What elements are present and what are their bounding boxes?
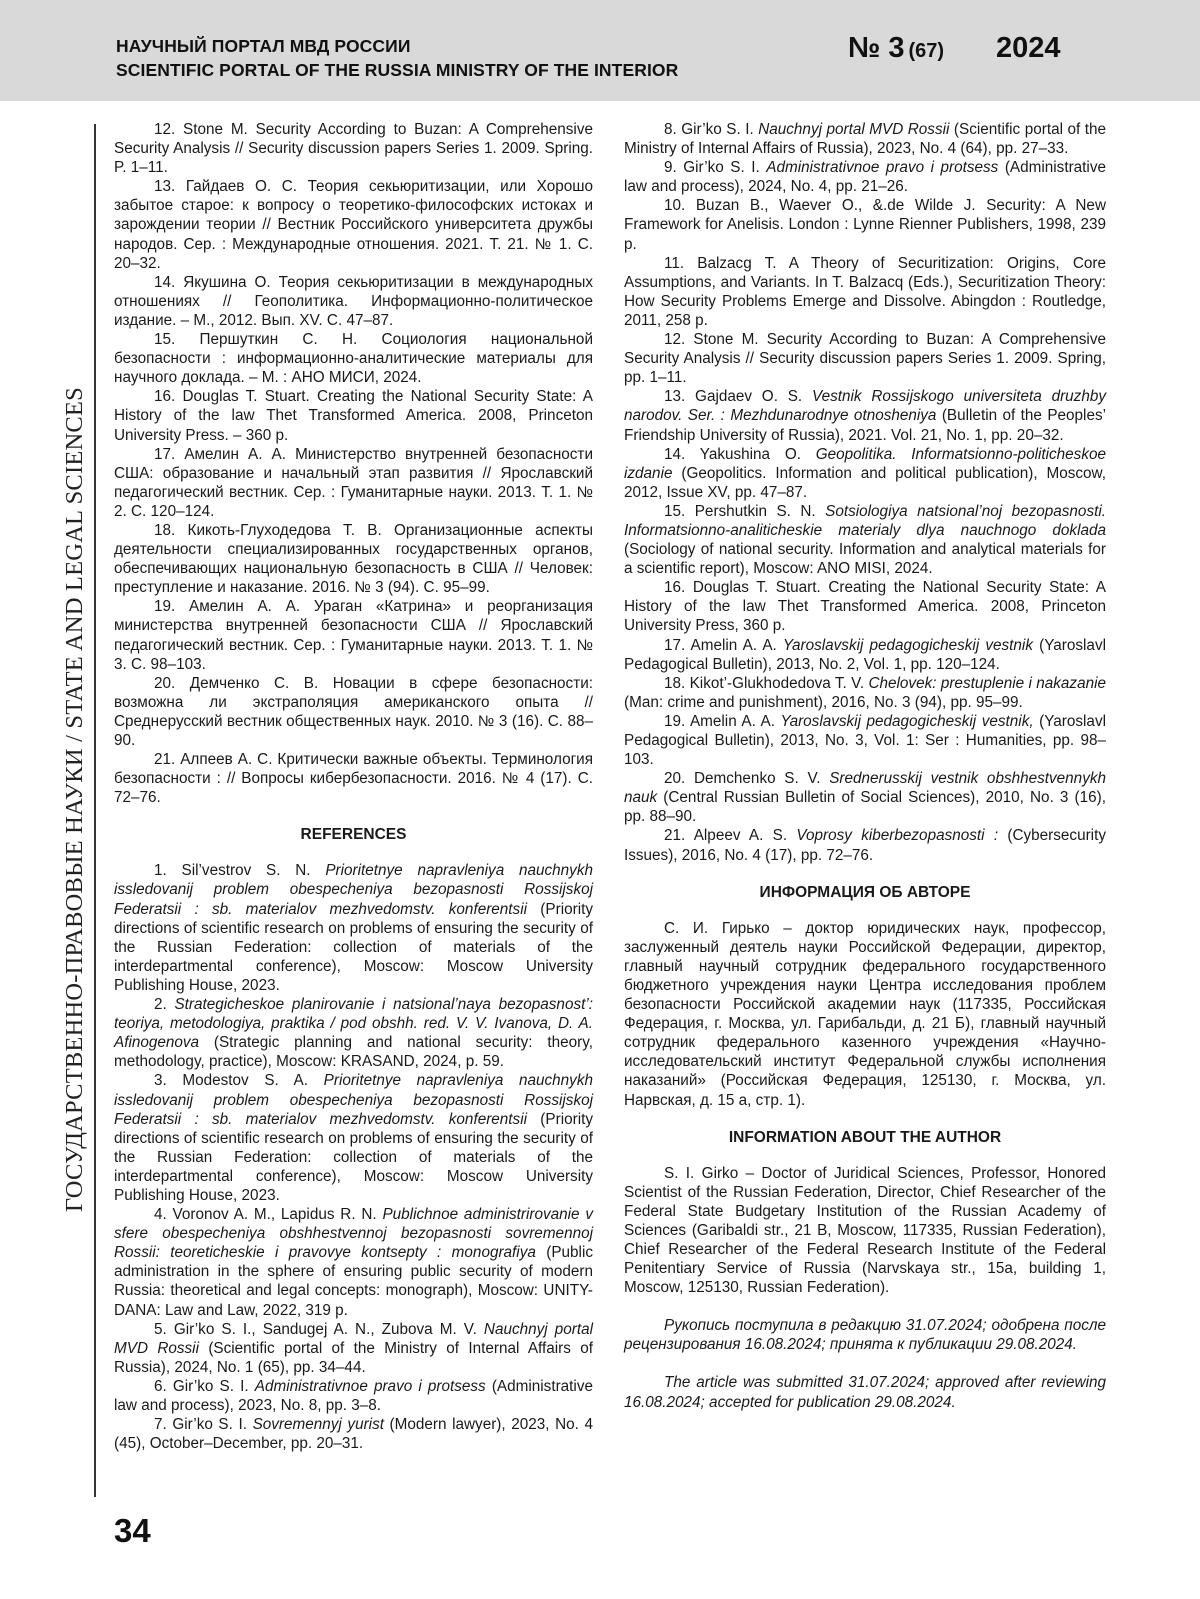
reference-item xyxy=(624,196,1106,253)
received-note-ru: Рукопись поступила в редакцию 31.07.2024; одобрена после рецензирования 16.08.2024; принята к публикации 29.08.2024. xyxy=(624,1317,1106,1354)
page-header xyxy=(0,0,1200,101)
reference-item xyxy=(624,769,1106,826)
reference-title: Publichnoe administrirovanie v sfere obespecheniya obshhestvennoj bezopasnosti sovremennoj Rossii: teoreticheskie i pravovye kontsepty : monografiya xyxy=(114,1206,593,1262)
reference-text: 6. Gir’ko S. I. xyxy=(154,1377,255,1395)
journal-title-ru: НАУЧНЫЙ ПОРТАЛ МВД РОССИИ xyxy=(116,36,411,56)
references-en-list-continued xyxy=(624,120,1106,865)
reference-item xyxy=(114,1071,593,1205)
page-number: 34 xyxy=(114,1512,151,1549)
reference-title: Voprosy kiberbezopasnosti : xyxy=(796,827,999,845)
reference-title: Administrativnoe pravo i protsess xyxy=(254,1377,486,1395)
side-divider xyxy=(94,124,96,1497)
reference-text: 19. Amelin A. A. xyxy=(664,712,781,730)
journal-title-en: SCIENTIFIC PORTAL OF THE RUSSIA MINISTRY OF THE INTERIOR xyxy=(116,60,679,80)
reference-item: 14. Якушина О. Теория секьюритизации в международных отношениях // Геополитика. Информационно-политическое издание. – М., 2012. Вып. XV. С. 47–87. xyxy=(114,273,593,329)
references-en-list xyxy=(114,861,593,1453)
reference-text: 9. Gir’ko S. I. xyxy=(664,159,767,177)
reference-title: Srednerusskij vestnik obshhestvennykh nauk xyxy=(624,770,1106,807)
reference-item: 17. Амелин А. А. Министерство внутренней безопасности США: образование и начальный этап развития // Ярославский педагогический вестник. Сер. : Гуманитарные науки. 2013. Т. 1. № 2. С. 120–124. xyxy=(114,445,593,520)
reference-title: Vestnik Rossijskogo universiteta druzhby narodov. Ser. : Mezhdunarodnye otnosheniya xyxy=(624,388,1106,425)
left-column xyxy=(114,120,593,1453)
reference-text: (Modern lawyer), 2023, No. 4 (45), October–December, pp. 20–31. xyxy=(114,1416,593,1453)
reference-text: (Cybersecurity Issues), 2016, No. 4 (17), pp. 72–76. xyxy=(624,827,1106,864)
reference-title: Chelovek: prestuplenie i nakazanie xyxy=(868,674,1106,692)
reference-text: (Priority directions of scientific research on problems of ensuring the security of the Russian Federation: collection of materials of the interdepartmental conference), Moscow: Moscow University Publishing House, 2023. xyxy=(114,1110,593,1204)
reference-text: (Bulletin of the Peoples’ Friendship University of Russia), 2021. Vol. 21, No. 1, pp. 20–32. xyxy=(624,407,1106,444)
reference-item xyxy=(624,387,1106,444)
reference-title: Nauchnyj portal MVD Rossii xyxy=(758,121,950,138)
reference-item: 13. Гайдаев О. С. Теория секьюритизации, или Хорошо забытое старое: к вопросу о теоретико-философских истоках и зарождении теории // Вестник Российского университета дружбы народов. Сер. : Международные отношения. 2021. Т. 21. № 1. С. 20–32. xyxy=(114,178,593,272)
reference-item xyxy=(624,330,1106,387)
reference-item xyxy=(114,1205,593,1320)
reference-item xyxy=(114,861,593,995)
side-section-title: ГОСУДАРСТВЕННО-ПРАВОВЫЕ НАУКИ / STATE AND LEGAL SCIENCES xyxy=(61,387,88,1212)
reference-title: Prioritetnye napravleniya nauchnykh issledovanij problem obespecheniya bezopasnosti Rossijskoj Federatsii : sb. materialov mezhvedomstv. konferentsii xyxy=(114,862,593,918)
reference-text: 2. xyxy=(154,996,175,1014)
reference-title: Sotsiologiya natsional’noj bezopasnosti. Informatsionno-analiticheskie materialy dlya nauchnogo doklada xyxy=(624,502,1106,539)
reference-title: Administrativnoe pravo i protsess xyxy=(766,159,999,177)
reference-item xyxy=(624,445,1106,502)
right-column xyxy=(624,120,1106,1412)
issue-sub: (67) xyxy=(908,40,945,62)
reference-text: (Scientific portal of the Ministry of Internal Affairs of Russia), 2023, No. 4 (64), pp. 27–33. xyxy=(624,121,1106,158)
reference-item xyxy=(624,158,1106,196)
reference-title: Geopolitika. Informatsionno-politicheskoe izdanie xyxy=(624,445,1106,482)
reference-text: (Yaroslavl Pedagogical Bulletin), 2013, No. 2, Vol. 1, pp. 120–124. xyxy=(624,636,1106,673)
issue-number xyxy=(848,32,944,65)
reference-text: 12. Stone M. Security According to Buzan: A Comprehensive Security Analysis // Security discussion papers Series 1. 2009. Spring, pp. 1–11. xyxy=(624,331,1106,387)
reference-item xyxy=(624,712,1106,769)
reference-text: 7. Gir’ko S. I. xyxy=(154,1416,253,1434)
reference-text: 5. Gir’ko S. I., Sandugej A. N., Zubova M. V. xyxy=(154,1320,484,1338)
reference-item xyxy=(624,120,1106,158)
author-info-en: S. I. Girko – Doctor of Juridical Sciences, Professor, Honored Scientist of the Russian Federation, Director, Chief Researcher of the Federal State Budgetary Institution of the Russian Academy of Sciences (Garibaldi str., 21 B, Moscow, 117335, Russian Federation), Chief Researcher of the Federal Research Institute of the Federal Penitentiary Service of Russia (Narvskaya str., 15a, building 1, Moscow, 125130, Russian Federation). xyxy=(624,1164,1106,1297)
reference-text: (Strategic planning and national security: theory, methodology, practice), Moscow: KRASAND, 2024, p. 59. xyxy=(114,1034,593,1071)
reference-title: Yaroslavskij pedagogicheskij vestnik xyxy=(782,636,1033,654)
reference-title: Yaroslavskij pedagogicheskij vestnik, xyxy=(780,712,1034,730)
reference-title: Prioritetnye napravleniya nauchnykh issledovanij problem obespecheniya bezopasnosti Rossijskoj Federatsii : sb. materialov mezhvedomstv. konferentsii xyxy=(114,1072,593,1128)
reference-item xyxy=(114,1377,593,1415)
reference-text: (Priority directions of scientific research on problems of ensuring the security of the Russian Federation: collection of materials of the interdepartmental conference), Moscow: Moscow University Publishing House, 2023. xyxy=(114,900,593,994)
author-info-ru: С. И. Гирько – доктор юридических наук, профессор, заслуженный деятель науки Российской Федерации, директор, главный научный сотрудник федерального государственного бюджетного учреждения науки Центра исследования проблем безопасности Российской академии наук (117335, Российская Федерация, г. Москва, ул. Гарибальди, д. 21 Б), главный научный сотрудник федерального казенного учреждения «Научно-исследовательский институт Федеральной службы исполнения наказаний» (Российская Федерация, 125130, г. Москва, ул. Нарвская, д. 15 а, стр. 1). xyxy=(624,919,1106,1109)
references-heading: REFERENCES xyxy=(300,826,407,844)
reference-text: (Scientific portal of the Ministry of Internal Affairs of Russia), 2024, No. 1 (65), pp. 34–44. xyxy=(114,1339,594,1376)
issue-no: № 3 xyxy=(848,32,905,64)
reference-text: 13. Gajdaev O. S. xyxy=(664,388,812,406)
reference-text: (Geopolitics. Information and political publication), Moscow, 2012, Issue XV, pp. 47–87. xyxy=(624,464,1106,501)
issue-year: 2024 xyxy=(996,32,1061,64)
reference-text: 4. Voronov A. M., Lapidus R. N. xyxy=(154,1206,383,1224)
reference-item xyxy=(624,254,1106,330)
reference-item xyxy=(624,674,1106,712)
reference-text: (Central Russian Bulletin of Social Sciences), 2010, No. 3 (16), pp. 88–90. xyxy=(624,789,1106,826)
reference-text: 17. Amelin A. A. xyxy=(664,636,783,654)
reference-item xyxy=(624,502,1106,578)
reference-text: 15. Pershutkin S. N. xyxy=(664,502,826,520)
reference-text: (Yaroslavl Pedagogical Bulletin), 2013, No. 3, Vol. 1: Ser : Humanities, pp. 98–103. xyxy=(624,712,1106,769)
reference-text: 3. Modestov S. A. xyxy=(154,1072,324,1090)
received-note-en: The article was submitted 31.07.2024; approved after reviewing 16.08.2024; accepted for publication 29.08.2024. xyxy=(624,1374,1106,1411)
reference-title: Nauchnyj portal MVD Rossii xyxy=(114,1320,593,1357)
reference-item: 18. Кикоть-Глуходедова Т. В. Организационные аспекты деятельности специализированных государственных органов, обеспечивающих национальную безопасность в США // Человек: преступление и наказание. 2016. № 3 (94). С. 95–99. xyxy=(114,521,593,597)
reference-item: 15. Першуткин С. Н. Социология национальной безопасности : информационно-аналитические материалы для научного доклада. – М. : АНО МИСИ, 2024. xyxy=(114,331,593,387)
reference-text: 18. Kikot’-Glukhodedova T. V. xyxy=(664,674,869,692)
reference-item: 19. Амелин А. А. Ураган «Катрина» и реорганизация министерства внутренней безопасности США // Ярославский педагогический вестник. Сер. : Гуманитарные науки. 2013. Т. 1. № 3. С. 98–103. xyxy=(114,598,593,673)
reference-title: Strategicheskoe planirovanie i natsional’naya bezopasnost’: teoriya, metodologiya, praktika / pod obshh. red. V. V. Ivanova, D. A. Afinogenova xyxy=(114,996,593,1052)
reference-text: 11. Balzacg T. A Theory of Securitization: Origins, Core Assumptions, and Variants. In T. Balzacq (Eds.), Securitization Theory: How Security Problems Emerge and Dissolve. Abingdon : Routledge, 2011, 258 p. xyxy=(624,254,1106,329)
reference-text: 8. Gir’ko S. I. xyxy=(664,121,759,138)
reference-text: (Public administration in the sphere of ensuring public security of modern Russia: theoretical and legal concepts: monograph), Moscow: UNITY-DANA: Law and Law, 2022, 319 p. xyxy=(114,1244,593,1319)
reference-item xyxy=(624,826,1106,864)
reference-text: 10. Buzan B., Waever O., &.de Wilde J. Security: A New Framework for Anelisis. London : Lynne Rienner Publishers, 1998, 239 p. xyxy=(624,197,1106,253)
reference-text: 1. Sil’vestrov S. N. xyxy=(154,862,326,880)
author-info-heading-en: INFORMATION ABOUT THE AUTHOR xyxy=(728,1128,1002,1146)
reference-text: 20. Demchenko S. V. xyxy=(664,770,830,788)
reference-text: (Administrative law and process), 2024, No. 4, pp. 21–26. xyxy=(624,159,1106,196)
reference-item xyxy=(114,1415,593,1453)
references-ru-list xyxy=(114,120,593,807)
reference-item: 16. Douglas T. Stuart. Creating the National Security State: A History of the law Thet Transformed America. 2008, Princeton University Press. – 360 p. xyxy=(114,388,593,444)
reference-item: 12. Stone M. Security According to Buzan: A Comprehensive Security Analysis // Security discussion papers Series 1. 2009. Spring. P. 1–11. xyxy=(114,121,593,177)
reference-text: 21. Alpeev A. S. xyxy=(664,827,797,845)
reference-text: 14. Yakushina O. xyxy=(664,445,816,463)
reference-text: 16. Douglas T. Stuart. Creating the National Security State: A History of the law Thet Transformed America. 2008, Princeton University Press, 360 p. xyxy=(624,579,1106,635)
reference-item xyxy=(114,995,593,1071)
author-info-heading-ru: ИНФОРМАЦИЯ ОБ АВТОРЕ xyxy=(759,883,971,901)
reference-title: Sovremennyj yurist xyxy=(252,1416,384,1434)
reference-item xyxy=(624,578,1106,635)
reference-item: 20. Демченко С. В. Новации в сфере безопасности: возможна ли экстраполяция американского опыта // Среднерусский вестник общественных наук. 2010. № 3 (16). С. 88–90. xyxy=(114,674,593,749)
reference-item xyxy=(624,636,1106,674)
reference-text: (Administrative law and process), 2023, No. 8, pp. 3–8. xyxy=(114,1377,593,1414)
reference-text: (Man: crime and punishment), 2016, No. 3 (94), pp. 95–99. xyxy=(624,693,1023,711)
reference-item: 21. Алпеев А. С. Критически важные объекты. Терминология безопасности : // Вопросы кибербезопасности. 2016. № 4 (17). С. 72–76. xyxy=(114,751,593,807)
reference-item xyxy=(114,1320,593,1377)
reference-text: (Sociology of national security. Information and analytical materials for a scientific report), Moscow: ANO MISI, 2024. xyxy=(624,541,1106,578)
